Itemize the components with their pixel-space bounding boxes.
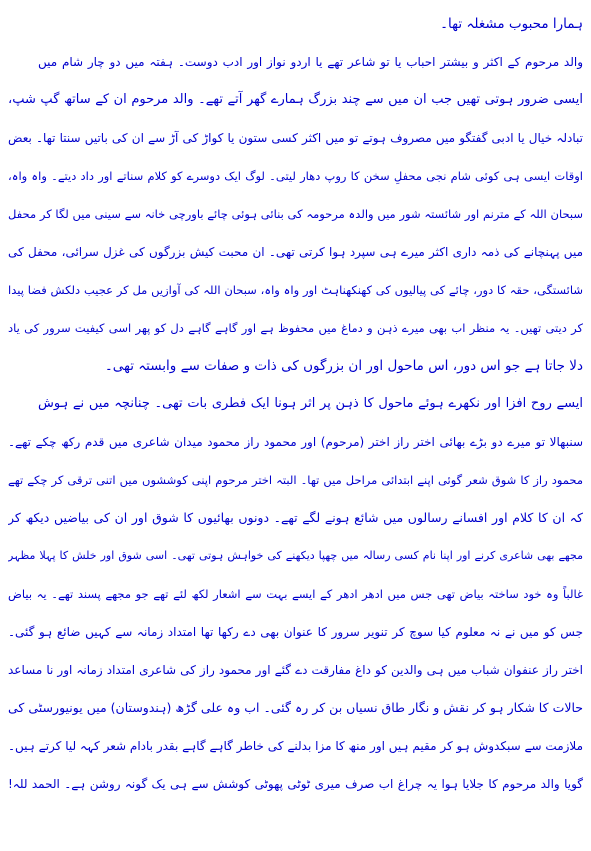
document-page (8, 10, 583, 845)
text-line: ملازمت سے سبکدوش ہو کر مقیم ہیں اور منھ کا مزا بدلنے کی خاطر گاہے گاہے بقدر بادام شعر کہہ لیا کرتے ہیں۔ (8, 739, 583, 753)
text-line: ہمارا محبوب مشغلہ تھا۔ (440, 16, 583, 32)
text-line: ایسی ضرور ہوتی تھیں جب ان میں سے چند بزرگ ہمارے گھر آتے تھے۔ والد مرحوم ان کے ساتھ گپ شپ، (8, 92, 583, 107)
text-line: کہ ان کا کلام اور افسانے رسالوں میں شائع ہونے لگے تھے۔ دونوں بھائیوں کا شوق اور ان کی بیاضیں دیکھ کر (8, 510, 583, 525)
text-line: شائستگی، حقہ کا دور، چائے کی پیالیوں کی کھنکھناہٹ اور واہ واہ، سبحان اللہ کی آوازیں مل کر عجیب دلکش فضا پیدا (8, 283, 583, 297)
text-line: محمود راز کا شوق شعر گوئی اپنے ابتدائی مراحل میں تھا۔ البتہ اختر مرحوم اپنی کوششوں میں اتنی ترقی کر چکے تھے (8, 473, 583, 487)
text-line: سنبھالا تو میرے دو بڑے بھائی اختر راز اختر (مرحوم) اور محمود راز محمود میدان شاعری میں قدم رکھ چکے تھے۔ (8, 435, 583, 449)
text-line: والد مرحوم کے اکثر و بیشتر احباب یا تو شاعر تھے یا اردو نواز اور ادب دوست۔ ہفتہ میں دو چار شام میں (38, 55, 583, 69)
text-line: مجھے بھی شاعری کرنے اور اپنا نام کسی رسالہ میں چھپا دیکھنے کی خواہش ہوتی تھی۔ اسی شوق اور خلش کا پہلا مظہر (8, 549, 583, 562)
text-line: جس کو میں نے نہ معلوم کیا سوچ کر تنویر سرور کا عنوان بھی دے رکھا تھا امتداد زمانہ سے کہیں ضائع ہو گئی۔ (8, 625, 583, 639)
text-line: ایسے روح افزا اور نکھرے ہوئے ماحول کا ذہن پر اثر ہونا ایک فطری بات تھی۔ چنانچہ میں نے ہوش (38, 396, 583, 411)
text-line: دلا جاتا ہے جو اس دور، اس ماحول اور ان بزرگوں کی ذات و صفات سے وابستہ تھی۔ (104, 358, 583, 374)
text-line: سبحان اللہ کے مترنم اور شائستہ شور میں والدہ مرحومہ کی بنائی ہوئی چائے باورچی خانہ سے سینی میں لگا کر محفل (8, 207, 583, 221)
text-line: حالات کا شکار ہو کر نقش و نگار طاق نسیاں بن کر رہ گئی۔ اب وہ علی گڑھ (ہندوستان) میں یونیورسٹی کی (8, 700, 583, 715)
text-line: اوقات ایسی ہی کوئی شام نجی محفلِ سخن کا روپ دھار لیتی۔ لوگ ایک دوسرے کو کلام سناتے اور داد دیتے۔ واہ واہ، (8, 169, 583, 183)
text-line: تبادلہ خیال یا ادبی گفتگو میں مصروف ہوتے تو میں اکثر کسی ستون یا کواڑ کی آڑ سے ان کی باتیں سنتا تھا۔ بعض (8, 131, 583, 145)
text-line: کر دیتی تھیں۔ یہ منظر اب بھی میرے ذہن و دماغ میں محفوظ ہے اور گاہے گاہے دل کو پھر اسی کیفیت سرور کی یاد (8, 321, 583, 335)
text-line: میں پہنچانے کی ذمہ داری اکثر میرے ہی سپرد ہوا کرتی تھی۔ ان محبت کیش بزرگوں کی غزل سرائی، محفل کی (8, 245, 583, 259)
text-line: غالباً وہ خود ساختہ بیاض تھی جس میں ادھر ادھر کے ایسے بہت سے اشعار لکھ لئے تھے جو مجھے پسند تھے۔ یہ بیاض (8, 587, 583, 601)
text-line: گویا والد مرحوم کا جلایا ہوا یہ چراغ اب صرف میری ٹوٹی پھوٹی کوشش سے ہی یک گونہ روشن ہے۔ الحمد للہ! (8, 777, 583, 791)
text-line: اختر راز عنفوان شباب میں ہی والدین کو داغ مفارقت دے گئے اور محمود راز کی شاعری امتداد زمانہ اور نا مساعد (8, 663, 583, 677)
